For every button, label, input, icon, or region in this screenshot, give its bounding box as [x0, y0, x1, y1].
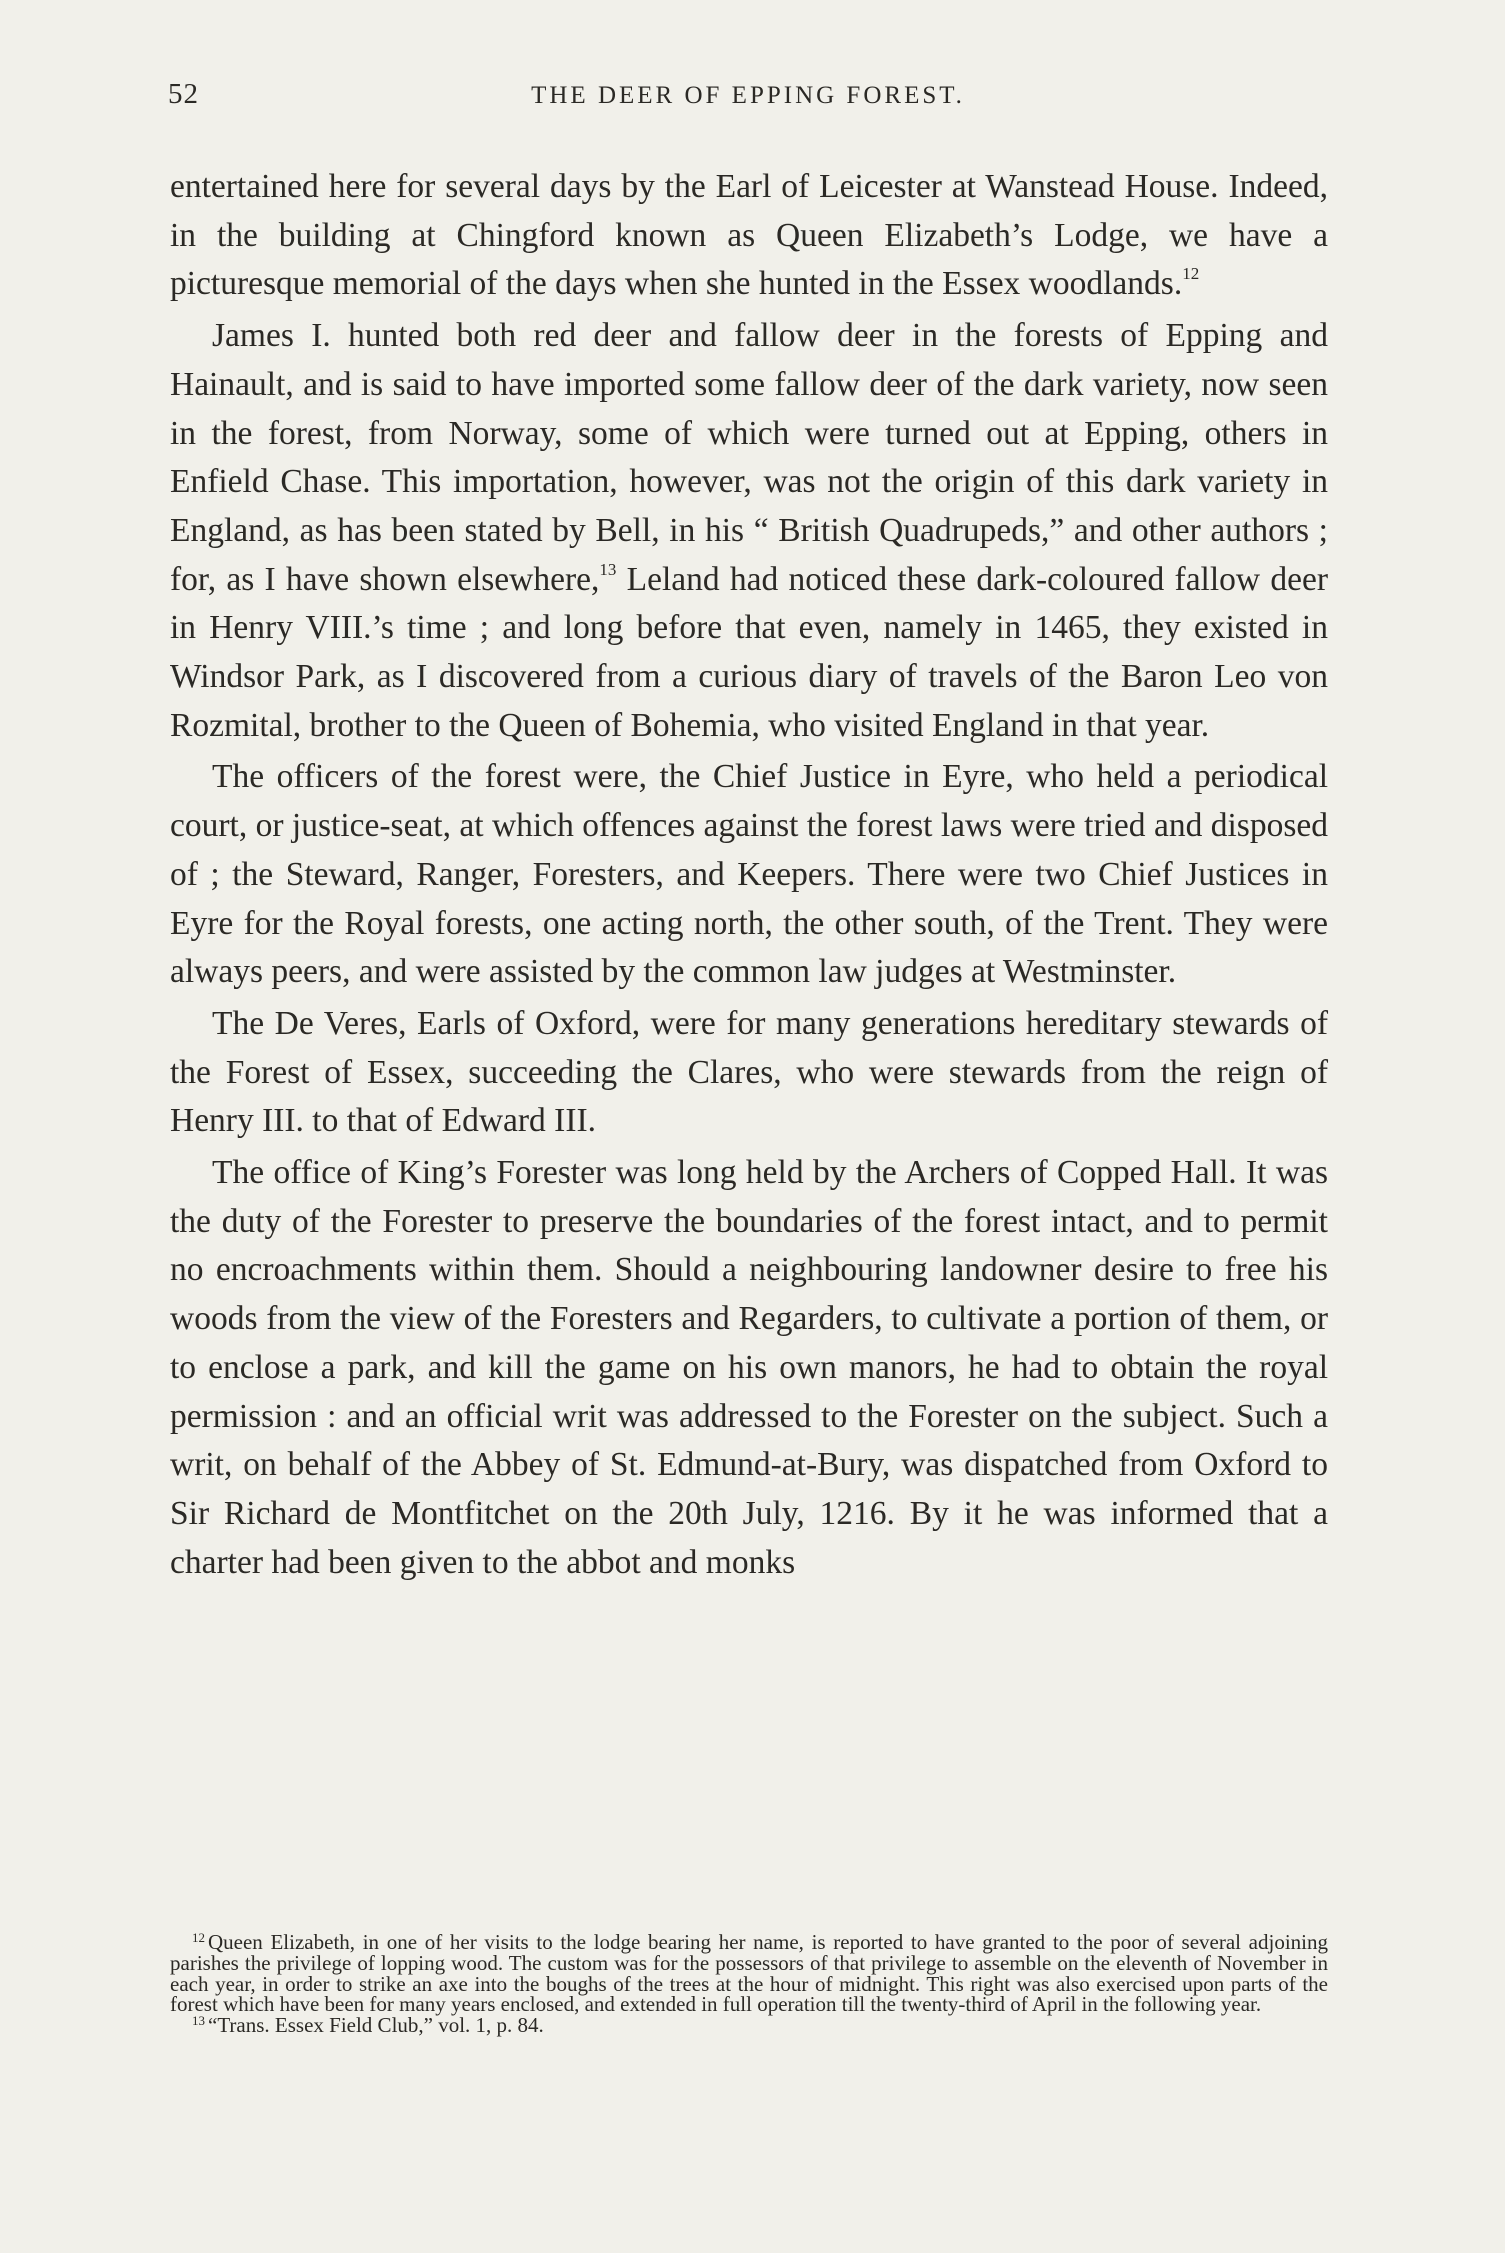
paragraph [170, 312, 1328, 750]
paragraph-text: The office of King’s Forester was long held by the Archers of Copped Hall. It was the duty of the Forester to preserve the boundaries of the forest intact, and to permit no encroachments within them. Should a neighbouring landowner desire to free his woods from the view of the Foresters and Regarders, to cultivate a portion of them, or to enclose a park, and kill the game on his own manors, he had to obtain the royal permission : and an official writ was addressed to the Forester on the subject. Such a writ, on behalf of the Abbey of St. Edmund-at-Bury, was dispatched from Oxford to Sir Richard de Montfitchet on the 20th July, 1216. By it he was informed that a charter had been given to the abbot and monks [170, 1154, 1328, 1581]
running-title: THE DEER OF EPPING FOREST. [531, 82, 965, 109]
footnote-reference: 12 [1182, 264, 1200, 284]
paragraph-text: The officers of the forest were, the Chief Justice in Eyre, who held a periodical court, or justice-seat, at which offences against the forest laws were tried and disposed of ; the Steward, Ranger, Foresters, and Keepers. There were two Chief Justices in Eyre for the Royal forests, one acting north, the other south, of the Trent. They were always peers, and were assisted by the common law judges at Westminster. [170, 758, 1328, 991]
footnote-text: Queen Elizabeth, in one of her visits to the lodge bearing her name, is reported to have granted to the poor of several adjoining parishes the privilege of lopping wood. The custom was for the possessors of that privilege to assemble on the eleventh of November in each year, in order to strike an axe into the boughs of the trees at the hour of midnight. This right was also exercised upon parts of the forest which have been for many years enclosed, and extended in full operation till the twenty-third of April in the following year. [170, 1930, 1328, 2017]
footnote-number: 13 [192, 2013, 205, 2029]
footnote-reference: 13 [599, 559, 617, 579]
footnote [170, 2015, 1328, 2036]
paragraph [170, 163, 1328, 309]
page-header [168, 78, 1328, 118]
body-text [170, 163, 1328, 1587]
paragraph-text-continued: Leland had noticed these dark-coloured fallow deer in Henry VIII.’s time ; and long before that even, namely in 1465, they existed in Windsor Park, as I discovered from a curious diary of travels of the Baron Leo von Rozmital, brother to the Queen of Bohemia, who visited England in that year. [170, 560, 1329, 744]
footnote [170, 1932, 1328, 2015]
footnote-text: “Trans. Essex Field Club,” vol. 1, p. 84. [208, 2013, 544, 2038]
footnote-number: 12 [192, 1930, 205, 1945]
page-number: 52 [168, 78, 199, 110]
paragraph [170, 1149, 1328, 1587]
paragraph [170, 1000, 1328, 1146]
footnotes [170, 1932, 1328, 2036]
paragraph-text: entertained here for several days by the Earl of Leicester at Wanstead House. Indeed, in the building at Chingford known as Queen Elizabeth’s Lodge, we have a picturesque memorial of the days when she hunted in the Essex woodlands. [170, 168, 1328, 303]
paragraph [170, 753, 1328, 997]
paragraph-text: James I. hunted both red deer and fallow deer in the forests of Epping and Hainault, and is said to have imported some fallow deer of the dark variety, now seen in the forest, from Norway, some of which were turned out at Epping, others in Enfield Chase. This importation, however, was not the origin of this dark variety in England, as has been stated by Bell, in his “ British Quadrupeds,” and other authors ; for, as I have shown elsewhere, [170, 317, 1328, 598]
paragraph-text: The De Veres, Earls of Oxford, were for many generations hereditary stewards of the Forest of Essex, succeeding the Clares, who were stewards from the reign of Henry III. to that of Edward III. [170, 1004, 1328, 1140]
